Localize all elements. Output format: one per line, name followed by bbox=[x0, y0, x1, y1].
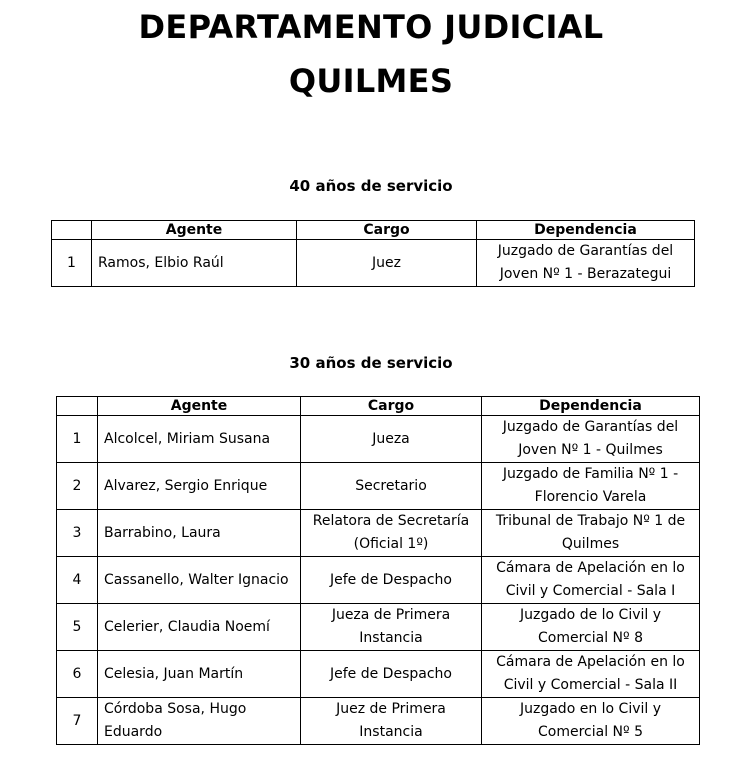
section-30-heading: 30 años de servicio bbox=[289, 354, 453, 372]
header-agente: Agente bbox=[98, 397, 301, 416]
row-cargo: Jefe de Despacho bbox=[301, 651, 482, 698]
row-dependencia: Juzgado de lo Civil y Comercial Nº 8 bbox=[482, 604, 700, 651]
title-line-2: QUILMES bbox=[288, 62, 454, 100]
header-cargo: Cargo bbox=[301, 397, 482, 416]
table-row bbox=[57, 463, 700, 510]
row-agente: Cassanello, Walter Ignacio bbox=[98, 557, 301, 604]
table-row bbox=[57, 510, 700, 557]
row-agente: Barrabino, Laura bbox=[98, 510, 301, 557]
row-agente: Ramos, Elbio Raúl bbox=[92, 240, 297, 287]
row-cargo: Juez de Primera Instancia bbox=[301, 698, 482, 745]
table-header-row bbox=[57, 397, 700, 416]
row-cargo: Secretario bbox=[301, 463, 482, 510]
table-row bbox=[57, 557, 700, 604]
header-cargo: Cargo bbox=[297, 221, 477, 240]
row-dependencia: Cámara de Apelación en lo Civil y Comercial - Sala I bbox=[482, 557, 700, 604]
row-dependencia: Tribunal de Trabajo Nº 1 de Quilmes bbox=[482, 510, 700, 557]
header-agente: Agente bbox=[92, 221, 297, 240]
table-row bbox=[57, 416, 700, 463]
header-dependencia: Dependencia bbox=[477, 221, 695, 240]
row-num: 6 bbox=[57, 651, 98, 698]
row-agente: Alcolcel, Miriam Susana bbox=[98, 416, 301, 463]
row-num: 5 bbox=[57, 604, 98, 651]
header-dependencia: Dependencia bbox=[482, 397, 700, 416]
table-header-row bbox=[52, 221, 695, 240]
title-line-1: DEPARTAMENTO JUDICIAL bbox=[138, 8, 604, 46]
row-cargo: Juez bbox=[297, 240, 477, 287]
table-30-years bbox=[56, 396, 700, 745]
table-row bbox=[57, 604, 700, 651]
row-num: 7 bbox=[57, 698, 98, 745]
row-cargo: Jueza bbox=[301, 416, 482, 463]
row-num: 1 bbox=[52, 240, 92, 287]
row-cargo: Relatora de Secretaría (Oficial 1º) bbox=[301, 510, 482, 557]
row-num: 1 bbox=[57, 416, 98, 463]
row-num: 4 bbox=[57, 557, 98, 604]
row-dependencia: Juzgado en lo Civil y Comercial Nº 5 bbox=[482, 698, 700, 745]
row-num: 3 bbox=[57, 510, 98, 557]
row-cargo: Jueza de Primera Instancia bbox=[301, 604, 482, 651]
header-num bbox=[52, 221, 92, 240]
header-num bbox=[57, 397, 98, 416]
row-agente: Córdoba Sosa, Hugo Eduardo bbox=[98, 698, 301, 745]
row-agente: Alvarez, Sergio Enrique bbox=[98, 463, 301, 510]
row-dependencia: Juzgado de Familia Nº 1 - Florencio Varela bbox=[482, 463, 700, 510]
row-agente: Celesia, Juan Martín bbox=[98, 651, 301, 698]
row-agente: Celerier, Claudia Noemí bbox=[98, 604, 301, 651]
table-40-years bbox=[51, 220, 695, 287]
table-row bbox=[57, 698, 700, 745]
row-cargo: Jefe de Despacho bbox=[301, 557, 482, 604]
page-title bbox=[0, 0, 742, 108]
row-dependencia: Juzgado de Garantías del Joven Nº 1 - Quilmes bbox=[482, 416, 700, 463]
row-dependencia: Cámara de Apelación en lo Civil y Comercial - Sala II bbox=[482, 651, 700, 698]
table-row bbox=[52, 240, 695, 287]
row-dependencia: Juzgado de Garantías del Joven Nº 1 - Berazategui bbox=[477, 240, 695, 287]
section-40-heading: 40 años de servicio bbox=[289, 177, 453, 195]
row-num: 2 bbox=[57, 463, 98, 510]
table-row bbox=[57, 651, 700, 698]
